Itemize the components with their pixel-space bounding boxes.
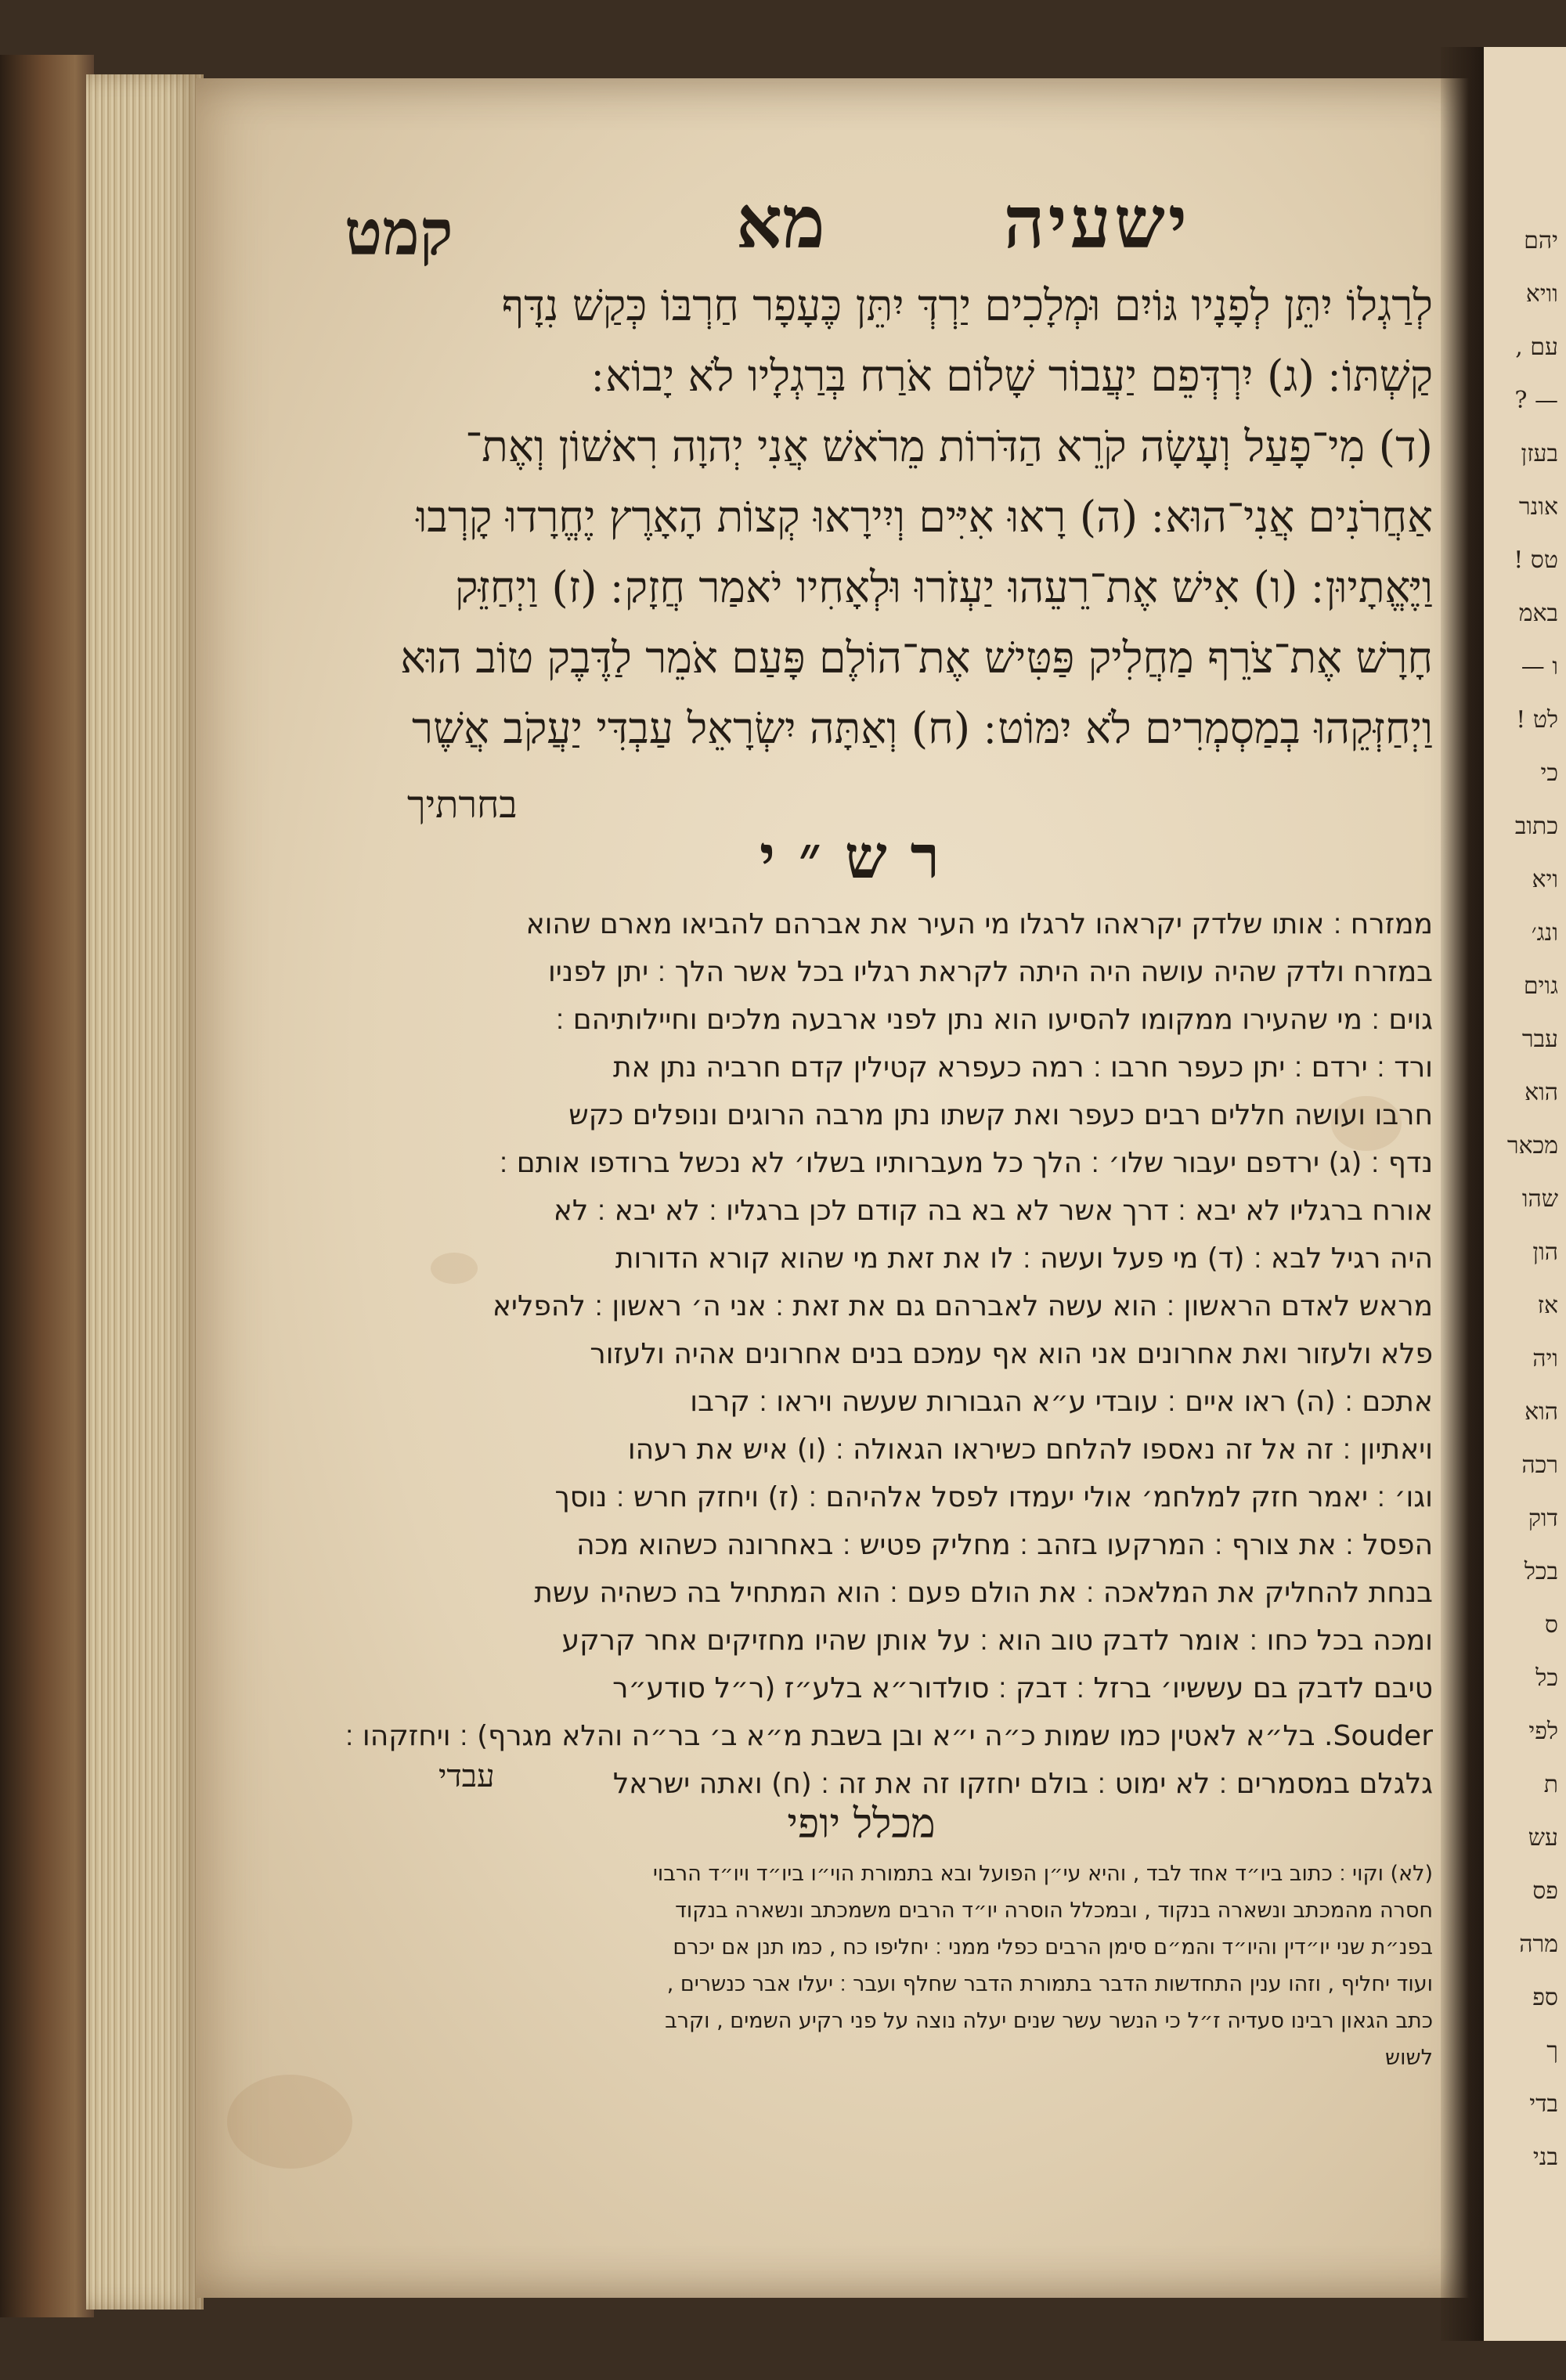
facing-page-fragment: כי [1540,759,1558,787]
facing-page-fragment: יהם [1524,227,1558,254]
facing-page-fragment: ויא [1532,866,1558,893]
facing-page-fragment: וויא [1525,280,1558,308]
running-title: ישעיה [1003,180,1190,265]
facing-page-fragment: כתוב [1514,813,1558,840]
facing-page-fragment: פס [1532,1877,1558,1905]
facing-page-fragment: עש [1528,1824,1558,1852]
facing-page-fragment: ו — [1521,653,1558,680]
facing-page-fragment: ונג׳ [1531,919,1558,947]
rashi-line: אורח ברגליו לא יבא ׃ דרך אשר לא בא בה קודם לכן ברגליו ׃ לא יבא ׃ לא [553,1195,1433,1227]
rashi-line: ממזרח ׃ אותו שלדק יקראהו לרגלו מי העיר את אברהם להביאו מארם שהוא [525,908,1433,940]
rashi-line: ומכה בכל כחו ׃ אומר לדבק טוב הוא ׃ על אותן שהיו מחזיקים אחר קרקע [561,1625,1433,1657]
rashi-line: במזרח ולדק שהיה עושה היה היתה לקראת רגליו בכל אשר הלך ׃ יתן לפניו [548,956,1433,988]
facing-page-fragment: ת [1543,1771,1558,1798]
bible-line: וַיֶּאֱתָיוּן ׃ (ו) אִישׁ אֶת־רֵעֵהוּ יַעְזֹרוּ וּלְאָחִיו יֹאמַר חֲזָק ׃ (ז) וַיְחַזֵּק [455,562,1433,612]
note-line: ועוד יחליף , וזהו ענין התחדשות הדבר בתמורת הדבר שחלף ועבר ׃ יעלו אבר כנשרים , [666,1972,1433,1996]
mikhlal-yofi-heading: מכלל יופי [787,1801,936,1848]
facing-page-fragment: מכאר [1506,1132,1558,1159]
rashi-line: פלא ולעזור ואת אחרונים אני הוא אף עמכם בנים אחרונים אהיה ולעזור [590,1338,1433,1370]
rashi-line: ויאתיון ׃ זה אל זה נאספו להלחם כשיראו הגאולה ׃ (ו) איש את רעהו [627,1433,1433,1466]
facing-page-fragment: הוא [1525,1079,1558,1106]
facing-page-fragment: טס ! [1514,546,1558,574]
catchword-mid: עבדי [438,1758,495,1794]
folio-number: קמט [345,196,453,269]
rashi-line: הפסל ׃ את צורף ׃ המרקעו בזהב ׃ מחליק פטיש ׃ באחרונה כשהוא מכה [576,1529,1433,1561]
rashi-line: חרבו ועושה חללים רבים כעפר ואת קשתו נתן מרבה הרוגים ונופלים כקש [568,1099,1433,1131]
facing-page-fragment: בני [1532,2144,1558,2171]
bible-line: אַחֲרֹנִים אֲנִי־הוּא ׃ (ה) רָאוּ אִיִּים וְיִירָאוּ קְצוֹת הָאָרֶץ יֶחֱרָדוּ קָרְבוּ [416,492,1433,542]
facing-page-fragment: עם , [1515,334,1558,361]
bible-line: וַיְחַזְּקֵהוּ בְמַסְמְרִים לֹא יִמּוֹט ׃ (ח) וְאַתָּה יִשְׂרָאֵל עַבְדִּי יַעֲקֹב אֲשֶׁר [412,703,1433,753]
rashi-line: גוים ׃ מי שהעירו ממקומו להסיעו הוא נתן לפני ארבעה מלכים וחיילותיהם ׃ [555,1004,1433,1036]
bible-line: קַשְׁתּוֹ ׃ (ג) יִרְדְּפֵם יַעֲבוֹר שָׁלוֹם אֹרַח בְּרַגְלָיו לֹא יָבוֹא ׃ [591,351,1433,401]
rashi-line: גלגלם במסמרים ׃ לא ימוט ׃ בולם יחזקו זה את זה ׃ (ח) ואתה ישראל [612,1768,1433,1800]
facing-page-fragment: הון [1532,1239,1558,1266]
rashi-line: וגו׳ ׃ יאמר חזק למלחמ׳ אולי יעמדו לפסל אלהיהם ׃ (ז) ויחזק חרש ׃ נוסך [554,1481,1433,1513]
facing-page-fragment: לט ! [1516,706,1558,734]
facing-page-fragment: אונר [1518,493,1558,521]
note-line: (לא) וקוי ׃ כתוב ביו״ד אחד לבד , והיא עי״ן הפועל ובא בתמורת הוי״ו ביו״ד ויו״ד הרבוי [652,1862,1433,1886]
facing-page-fragment: — ? [1514,387,1558,414]
rashi-line: בנחת להחליק את המלאכה ׃ את הולם פעם ׃ הוא המתחיל בה כשהיה עשת [534,1577,1433,1609]
facing-page-fragment: גוים [1523,972,1558,1000]
facing-page-fragment: כל [1535,1664,1558,1692]
rashi-line: מראש לאדם הראשון ׃ הוא עשה לאברהם גם את זאת ׃ אני ה׳ ראשון ׃ להפליא [492,1290,1433,1322]
chapter-number: מא [736,180,825,265]
bible-line: חָרָשׁ אֶת־צֹרֵף מַחֲלִיק פַּטִּישׁ אֶת־הוֹלֶם פָּעַם אֹמֵר לַדֶּבֶק טוֹב הוּא [400,633,1433,683]
bible-text-block [337,270,1433,763]
facing-page-fragment: בכל [1524,1558,1558,1585]
facing-page-fragment: לפי [1528,1718,1558,1745]
mikhlal-yofi-notes [329,1855,1433,2076]
facing-page-fragment: ויה [1532,1345,1558,1372]
facing-page-fragment: בדי [1529,2090,1558,2118]
rashi-line: Souder. בל״א לאטין כמו שמות כ״ה י״א ובן בשבת מ״א ב׳ בר״ה והלא מגרף) ׃ ויחזקהו ׃ [345,1720,1433,1752]
facing-page-fragment: דוק [1528,1505,1558,1532]
rashi-line: אתכם ׃ (ה) ראו איים ׃ עובדי ע״א הגבורות שעשה ויראו ׃ קרבו [690,1386,1433,1418]
rashi-line: טיבם לדבק בם עששיו׳ ברזל ׃ דבק ׃ סולדור״א בלע״ז (ר״ל סודע״ר [612,1672,1433,1704]
bible-line: (ד) מִי־פָעַל וְעָשָׂה קֹרֵא הַדֹּרוֹת מֵרֹאשׁ אֲנִי יְהוָה רִאשׁוֹן וְאֶת־ [465,421,1433,471]
facing-page-fragment: ך [1546,2037,1558,2064]
note-line: לשוש [1385,2046,1433,2070]
note-line: חסרה מהמכתב ונשארה בנקוד , ובמכלל הוסרה יו״ד הרבים משמכתב ונשארה בנקוד [675,1899,1433,1923]
facing-page-fragment: אז [1537,1292,1558,1319]
rashi-line: נדף ׃ (ג) ירדפם יעבור שלו׳ ׃ הלך כל מעברותיו בשלו׳ לא נכשל ברודפו אותם ׃ [499,1147,1433,1179]
facing-page-fragment: באמ [1518,600,1558,627]
facing-page-fragment: בעזן [1521,440,1558,467]
rashi-line: היה רגיל לבא ׃ (ד) מי פעל ועשה ׃ לו את זאת מי שהוא קורא הדורות [615,1242,1433,1275]
facing-page-fragment: הוא [1525,1398,1558,1426]
note-line: בפנ״ת שני יו״דין והיו״ד והמ״ם סימן הרבים כפלי ממני ׃ יחליפו כח , כמו תנן אם יכרם [673,1935,1433,1960]
note-line: כתב הגאון רבינו סעדיה ז״ל כי הנשר עשר שנים יעלה נוצה על פני רקיע השמים , וקרב [665,2009,1433,2033]
facing-page-fragment: רכה [1521,1451,1558,1479]
rashi-heading: רש״י [760,822,963,892]
facing-page-fragment: ס [1544,1611,1558,1639]
catchword-top: בחרתיך [407,783,518,827]
rashi-line: ורד ׃ ירדם ׃ יתן כעפר חרבו ׃ רמה כעפרא קטילין קדם חרביה נתן את [612,1051,1433,1084]
bible-line: לְרַגְלוֹ יִתֵּן לְפָנָיו גּוֹיִם וּמְלָכִים יַרְדְּ יִתֵּן כֶּעָפָר חַרְבּוֹ כְּקַשׁ נִדָּף [501,280,1433,330]
facing-page-fragment: שהו [1521,1185,1558,1213]
facing-page-fragment: עבר [1521,1026,1558,1053]
running-header [329,180,1425,269]
facing-page-fragment: ספ [1532,1984,1558,2011]
rashi-commentary [329,900,1433,1808]
facing-page-fragment: מרה [1519,1931,1558,1958]
